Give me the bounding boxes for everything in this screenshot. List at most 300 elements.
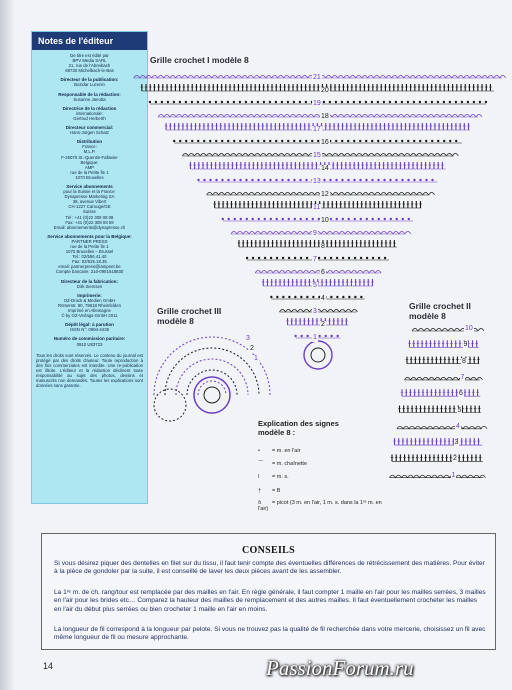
chart2-row-chain-arc <box>474 475 480 478</box>
chart1-row-chain-dot <box>246 257 248 259</box>
editor-notes-line: Tel.: 02/556.41.40 <box>72 254 107 260</box>
chart1-row-chain-dot <box>258 218 260 220</box>
chart1-row-chain-dot <box>257 101 259 103</box>
chart1-row-chain-arc <box>452 115 458 118</box>
chart1-row-chain-arc <box>434 76 440 79</box>
chart1-row-chain-dot <box>359 179 361 181</box>
chart1-row-chain-dot <box>275 179 277 181</box>
chart1-row-chain-dot <box>383 140 385 142</box>
chart1-row-chain-dot <box>287 101 289 103</box>
chart1-row-chain-arc <box>297 193 303 196</box>
chart1-row-chain-arc <box>333 310 339 313</box>
chart1-row-chain-arc <box>440 154 446 157</box>
chart2-row-chain-arc <box>423 377 429 380</box>
editor-notes-line: Compte bancaire: 210-0981618830 <box>55 269 124 275</box>
chart1-row-chain-arc <box>254 154 260 157</box>
chart1-row-chain-dot <box>281 101 283 103</box>
chart1-row-chain-dot <box>365 179 367 181</box>
chart1-row-chain-arc <box>356 115 362 118</box>
chart2-row-chain-arc <box>390 475 396 478</box>
chart1-row-chain-arc <box>369 232 375 235</box>
chart1-row-chain-arc <box>200 76 206 79</box>
chart1-row-chain-arc <box>266 115 272 118</box>
chart1-row-chain-dot <box>323 179 325 181</box>
chart1-row-chain-arc <box>230 154 236 157</box>
chart1-row-chain-arc <box>327 232 333 235</box>
chart1-row-chain-arc <box>338 154 344 157</box>
row-number-label: 5 <box>457 406 462 414</box>
chart1-row-chain-arc <box>158 115 164 118</box>
chart1-row-chain-arc <box>291 193 297 196</box>
chart1-row-chain-dot <box>263 101 265 103</box>
chart1-row-chain-arc <box>326 76 332 79</box>
chart1-row-chain-arc <box>386 154 392 157</box>
chart1-row-chain-dot <box>353 179 355 181</box>
chart1-row-chain-arc <box>291 271 297 274</box>
chart1-row-chain-arc <box>423 193 429 196</box>
chart2-row-chain-arc <box>426 475 432 478</box>
chart1-row-chain-dot <box>282 296 284 298</box>
chart1-row-chain-arc <box>410 154 416 157</box>
chart1-row-chain-dot <box>335 101 337 103</box>
editor-notes-line: M.L.P. <box>83 149 96 155</box>
chart1-row-chain-dot <box>336 296 338 298</box>
chart1-row-chain-arc <box>188 76 194 79</box>
chart1-row-chain-arc <box>392 76 398 79</box>
chart1-row-chain-dot <box>348 296 350 298</box>
chart1-row-chain-dot <box>395 179 397 181</box>
chart1-row-chain-dot <box>179 140 181 142</box>
chart1-row-chain-dot <box>402 218 404 220</box>
chart2-row-chain-arc <box>414 475 420 478</box>
chart1-row-chain-dot <box>473 101 475 103</box>
chart1-row-chain-arc <box>422 115 428 118</box>
row-number-label: 21 <box>313 74 321 81</box>
chart1-row-chain-arc <box>279 310 285 313</box>
chart1-row-chain-arc <box>350 154 356 157</box>
chart1-row-chain-dot <box>234 218 236 220</box>
chart1-row-chain-arc <box>458 76 464 79</box>
legend-text: = picot (3 m. en l'air, 1 m. s. dans la 1ʳᵉ m. en l'air) <box>258 500 382 513</box>
chart1-row-chain-dot <box>360 257 362 259</box>
chart1-row-chain-arc <box>351 232 357 235</box>
chart1-row-chain-dot <box>197 179 199 181</box>
chart1-row-chain-dot <box>306 257 308 259</box>
row-number-label: 3 <box>313 308 317 315</box>
chart1-row-chain-arc <box>266 154 272 157</box>
chart1-row-chain-arc <box>164 76 170 79</box>
editor-notes-line: Directrice de la rédaction <box>62 105 117 111</box>
row-number-label: 9 <box>313 230 317 237</box>
legend-text: = m. chaînette <box>272 461 308 467</box>
chart1-row-chain-arc <box>380 154 386 157</box>
chart1-row-chain-arc <box>345 310 351 313</box>
chart2-title: Grille crochet II modèle 8 <box>409 301 471 321</box>
chart1-row-chain-arc <box>357 232 363 235</box>
chart2-row-chain-arc <box>444 475 450 478</box>
chart1-row-chain-arc <box>194 115 200 118</box>
chart1-row-chain-arc <box>375 271 381 274</box>
chart1-row-chain-dot <box>330 218 332 220</box>
chart1-row-chain-dot <box>479 101 481 103</box>
chart1-row-chain-arc <box>170 76 176 79</box>
editor-notes-title: Notes de l'éditeur <box>32 32 147 50</box>
chart1-row-chain-dot <box>455 101 457 103</box>
row-number-label: 19 <box>313 100 321 107</box>
chart1-row-chain-dot <box>203 140 205 142</box>
chart1-row-chain-arc <box>290 115 296 118</box>
chart1-row-chain-arc <box>338 76 344 79</box>
chart1-row-chain-arc <box>254 115 260 118</box>
chart1-row-chain-arc <box>296 76 302 79</box>
chart1-row-chain-dot <box>149 101 151 103</box>
editor-notes-line: Imprimerie: <box>77 292 102 298</box>
chart1-row-chain-dot <box>306 296 308 298</box>
chart1-row-chain-arc <box>237 232 243 235</box>
chart1-row-chain-arc <box>170 115 176 118</box>
chart1-row-chain-arc <box>242 76 248 79</box>
chart2-row-chain-arc <box>445 426 451 429</box>
chart1-row-chain-arc <box>416 115 422 118</box>
chart1-row-chain-arc <box>243 193 249 196</box>
chart2-row-chain-arc <box>436 329 442 332</box>
chart1-row-chain-dot <box>354 296 356 298</box>
chart1-row-chain-dot <box>306 218 308 220</box>
chart1-row-chain-dot <box>347 101 349 103</box>
chart1-row-chain-arc <box>284 76 290 79</box>
chart1-row-chain-arc <box>278 154 284 157</box>
chart1-row-chain-dot <box>227 140 229 142</box>
chart2-row-chain-arc <box>427 426 433 429</box>
chart1-row-chain-arc <box>273 232 279 235</box>
chart1-row-chain-arc <box>182 154 188 157</box>
chart1-row-chain-arc <box>345 232 351 235</box>
chart1-row-chain-dot <box>378 257 380 259</box>
row-number-label: 3 <box>454 439 459 447</box>
chart1-row-chain-arc <box>260 154 266 157</box>
chart2-row-chain-arc <box>397 426 403 429</box>
chart1-row-chain-arc <box>338 115 344 118</box>
chart1-row-chain-arc <box>327 310 333 313</box>
chart1-row-chain-arc <box>176 115 182 118</box>
chart1-row-chain-dot <box>305 101 307 103</box>
chart1-row-chain-arc <box>398 154 404 157</box>
chart1-row-chain-arc <box>369 271 375 274</box>
chart1-row-chain-arc <box>369 193 375 196</box>
chart1-row-chain-dot <box>287 140 289 142</box>
chart1-row-chain-dot <box>257 140 259 142</box>
chart1-center-core <box>311 348 325 362</box>
chart1-row-chain-dot <box>396 218 398 220</box>
chart1-row-chain-arc <box>404 154 410 157</box>
chart1-row-chain-arc <box>218 115 224 118</box>
row-number-label: 4 <box>321 295 325 302</box>
chart2-row-chain-arc <box>396 475 402 478</box>
chart1-row-chain-arc <box>363 271 369 274</box>
row-number-label: 11 <box>313 204 321 211</box>
chart2-row-chain-arc <box>448 329 454 332</box>
editor-notes-line: F-26070 St.-Quentin-Fallavier <box>61 154 118 160</box>
chart1-row-chain-arc <box>345 193 351 196</box>
row-number-label: 9 <box>463 341 468 349</box>
chart1-row-chain-dot <box>485 101 487 103</box>
chart1-row-chain-dot <box>318 257 320 259</box>
chart1-row-chain-dot <box>347 179 349 181</box>
legend-title: Explication des signes modèle 8 : <box>258 419 339 437</box>
chart1-row-chain-dot <box>419 140 421 142</box>
chart3-arc-row <box>198 381 226 395</box>
chart1-row-chain-dot <box>293 140 295 142</box>
chart1-row-chain-arc <box>243 232 249 235</box>
chart1-row-chain-dot <box>251 179 253 181</box>
chart1-row-chain-arc <box>333 193 339 196</box>
editor-notes-line: Imprimé en Allemagne <box>68 308 111 314</box>
chart1-row-chain-arc <box>194 154 200 157</box>
chart1-row-chain-arc <box>333 232 339 235</box>
legend-item <box>258 461 388 467</box>
chart1-row-chain-arc <box>152 76 158 79</box>
chart1-row-chain-arc <box>332 154 338 157</box>
chart1-row-chain-arc <box>339 271 345 274</box>
editor-notes-line: Dynapresse Marketing SA <box>64 194 115 200</box>
chart1-row-chain-arc <box>242 154 248 157</box>
row-number-label: 2 <box>321 321 325 328</box>
chart1-row-chain-arc <box>375 232 381 235</box>
chart1-row-chain-dot <box>245 179 247 181</box>
editor-notes-line: Bozidar Lucenin <box>74 82 105 88</box>
chart1-row-chain-dot <box>221 101 223 103</box>
chart1-row-chain-arc <box>357 271 363 274</box>
row-number-label: 1 <box>451 471 456 479</box>
chart1-row-chain-dot <box>449 101 451 103</box>
chart1-row-chain-arc <box>206 76 212 79</box>
chart1-row-chain-arc <box>303 193 309 196</box>
chart1-row-chain-dot <box>360 218 362 220</box>
chart1-row-chain-arc <box>279 193 285 196</box>
chart1-row-chain-arc <box>236 154 242 157</box>
editor-notes-line: AMP <box>84 164 95 170</box>
chart1-row-chain-arc <box>321 232 327 235</box>
row-number-label: 7 <box>313 256 317 263</box>
chart1-row-chain-dot <box>282 218 284 220</box>
chart1-row-chain-dot <box>252 218 254 220</box>
chart2-row-chain-arc <box>453 377 459 380</box>
chart1-row-chain-arc <box>393 193 399 196</box>
chart1-row-chain-arc <box>392 115 398 118</box>
chart1-row-chain-arc <box>381 232 387 235</box>
chart1-row-chain-arc <box>429 193 435 196</box>
chart1-row-chain-arc <box>296 154 302 157</box>
chart1-row-chain-arc <box>218 76 224 79</box>
conseils-paragraph: La longueur de fil correspond à la longueur par pelote. Si vous ne trouvez pas la qualité de fil recherchée dans votre mercerie, choisissez un fil avec même longueur de fil ou mesure approchante. <box>54 626 486 642</box>
chart1-row-chain-arc <box>219 193 225 196</box>
chart1-row-chain-arc <box>339 193 345 196</box>
chart1-row-chain-dot <box>425 179 427 181</box>
chart1-row-chain-arc <box>278 115 284 118</box>
chart1-row-chain-arc <box>351 271 357 274</box>
chart1-row-chain-arc <box>188 154 194 157</box>
conseils-paragraph: La 1ʳᵉ m. de ch. rang/tour est remplacée par des mailles en l'air. En règle générale, il faut compter 1 maille en l'air pour les mailles serrées, 3 mailles en l'air pour les brides etc… Comparez la hauteur des mailles de remplacement et des autres mailles. Il faut éventuellement crocheter les mailles en l'air du début plus serrées ou bien crocheter 1 maille en l'air en moins. <box>54 589 486 613</box>
chart1-row-chain-dot <box>330 335 332 337</box>
chart1-row-chain-dot <box>377 101 379 103</box>
chart1-row-chain-arc <box>458 115 464 118</box>
chart1-row-chain-dot <box>227 101 229 103</box>
chart1-row-chain-dot <box>437 140 439 142</box>
chart1-row-chain-dot <box>407 179 409 181</box>
chain-dot-icon: • <box>258 448 260 454</box>
chart1-row-chain-arc <box>446 154 452 157</box>
chart1-row-chain-dot <box>341 101 343 103</box>
chart2-row-chain-arc <box>409 426 415 429</box>
chart1-row-chain-arc <box>303 232 309 235</box>
chart1-row-chain-arc <box>260 115 266 118</box>
chart1-row-chain-dot <box>413 101 415 103</box>
page-number: 14 <box>43 661 54 671</box>
chart1-row-chain-arc <box>231 193 237 196</box>
chart1-row-chain-arc <box>345 271 351 274</box>
chart2-row-chain-arc <box>441 377 447 380</box>
chart1-row-chain-arc <box>218 154 224 157</box>
chart1-row-chain-dot <box>318 335 320 337</box>
chart1-row-chain-dot <box>401 140 403 142</box>
chart1-row-chain-arc <box>404 76 410 79</box>
chart2-row-chain-arc <box>480 475 486 478</box>
chart1-row-chain-arc <box>434 154 440 157</box>
chart1-row-chain-dot <box>353 140 355 142</box>
chart1-row-chain-arc <box>470 115 476 118</box>
chart2-row-chain-arc <box>468 475 474 478</box>
chart2-row-chain-arc <box>469 426 475 429</box>
chart1-row-chain-arc <box>285 193 291 196</box>
chart1-row-chain-arc <box>158 76 164 79</box>
chart1-row-chain-dot <box>377 140 379 142</box>
chart1-row-chain-dot <box>365 101 367 103</box>
chart1-row-chain-dot <box>288 218 290 220</box>
chart1-row-chain-dot <box>347 140 349 142</box>
chart1-row-chain-dot <box>311 140 313 142</box>
chart1-row-chain-arc <box>140 76 146 79</box>
chart1-row-chain-arc <box>422 76 428 79</box>
chart1-row-chain-arc <box>350 76 356 79</box>
editor-notes-line: OZ-Druck & Medien GmbH <box>63 297 116 303</box>
chart1-row-chain-arc <box>302 76 308 79</box>
chart1-row-chain-dot <box>270 296 272 298</box>
chart1-row-chain-arc <box>410 76 416 79</box>
chart1-row-chain-arc <box>428 154 434 157</box>
chart1-row-chain-arc <box>464 76 470 79</box>
chart1-row-chain-arc <box>368 154 374 157</box>
chart1-row-chain-arc <box>242 115 248 118</box>
row-number-label: 3 <box>246 335 250 342</box>
chart1-row-chain-dot <box>366 218 368 220</box>
chart1-row-chain-dot <box>281 140 283 142</box>
chart1-row-chain-arc <box>285 310 291 313</box>
chart1-row-chain-dot <box>395 140 397 142</box>
chart1-center-ring <box>304 341 332 369</box>
editor-notes-line: 21, rue de l'Abreibach <box>68 63 111 69</box>
chart1-row-chain-dot <box>233 140 235 142</box>
chart1-row-chain-dot <box>342 257 344 259</box>
chart1-row-chain-dot <box>203 101 205 103</box>
chart1-row-chain-dot <box>173 140 175 142</box>
chart1-row-chain-dot <box>215 101 217 103</box>
row-number-label: 18 <box>321 113 329 120</box>
legend-text: = B <box>272 488 281 494</box>
chart1-row-chain-dot <box>305 179 307 181</box>
chart2-row-chain-arc <box>463 426 469 429</box>
chart1-row-chain-dot <box>299 179 301 181</box>
chart1-row-chain-dot <box>215 140 217 142</box>
chart2-row-chain-arc <box>408 475 414 478</box>
chart2-row-chain-arc <box>435 377 441 380</box>
chart1-row-chain-dot <box>437 101 439 103</box>
chart1-row-chain-arc <box>230 76 236 79</box>
chart1-row-chain-arc <box>411 193 417 196</box>
chart1-row-chain-arc <box>404 115 410 118</box>
chart1-row-chain-dot <box>341 140 343 142</box>
row-number-label: 5 <box>313 282 317 289</box>
chart1-row-chain-dot <box>306 335 308 337</box>
editor-notes-line: 0910 U83723 <box>76 341 103 347</box>
chart1-row-chain-arc <box>374 115 380 118</box>
chart1-row-chain-arc <box>374 76 380 79</box>
chart1-row-chain-arc <box>248 154 254 157</box>
row-number-label: 1 <box>254 355 258 362</box>
chart1-row-chain-dot <box>336 257 338 259</box>
editor-notes-line: Service abonnements <box>66 183 113 189</box>
double-crochet-icon: † <box>258 488 262 494</box>
editor-notes-line: Hans-Jürgen Schatz <box>70 130 109 136</box>
chart1-row-chain-dot <box>305 140 307 142</box>
chart1-row-chain-arc <box>212 76 218 79</box>
chart1-row-chain-arc <box>362 154 368 157</box>
chart1-row-chain-arc <box>446 115 452 118</box>
chart1-row-chain-dot <box>312 218 314 220</box>
chart1-row-chain-dot <box>221 140 223 142</box>
row-number-label: 13 <box>313 178 321 185</box>
chart1-row-chain-arc <box>452 76 458 79</box>
chart1-row-chain-arc <box>393 232 399 235</box>
legend-text: = m. en l'air <box>272 448 301 454</box>
chart1-row-chain-arc <box>278 76 284 79</box>
chart1-row-chain-arc <box>267 271 273 274</box>
chart1-row-chain-dot <box>419 101 421 103</box>
chart1-row-chain-dot <box>270 257 272 259</box>
chart1-row-chain-dot <box>276 257 278 259</box>
chart2-row-chain-arc <box>411 377 417 380</box>
chart1-row-chain-arc <box>285 271 291 274</box>
chart1-row-chain-dot <box>263 140 265 142</box>
chart1-row-chain-arc <box>375 193 381 196</box>
chart1-row-chain-dot <box>294 296 296 298</box>
chart1-row-chain-dot <box>155 101 157 103</box>
chart1-row-chain-dot <box>179 101 181 103</box>
editor-notes-line: PARTNER PRESS <box>71 238 108 244</box>
chart1-row-chain-arc <box>399 232 405 235</box>
chart1-row-chain-dot <box>431 140 433 142</box>
chart1-row-chain-arc <box>164 115 170 118</box>
chart1-row-chain-arc <box>296 115 302 118</box>
chart1-row-chain-arc <box>266 76 272 79</box>
chart1-row-chain-dot <box>384 257 386 259</box>
chart1-row-chain-dot <box>407 101 409 103</box>
chart1-row-chain-dot <box>288 257 290 259</box>
chart1-row-chain-arc <box>351 193 357 196</box>
chart1-row-chain-dot <box>467 101 469 103</box>
chart1-row-chain-dot <box>377 179 379 181</box>
chart1-row-chain-arc <box>351 310 357 313</box>
editor-notes-line: Email: abonnements@dynapresse.ch <box>53 224 126 230</box>
